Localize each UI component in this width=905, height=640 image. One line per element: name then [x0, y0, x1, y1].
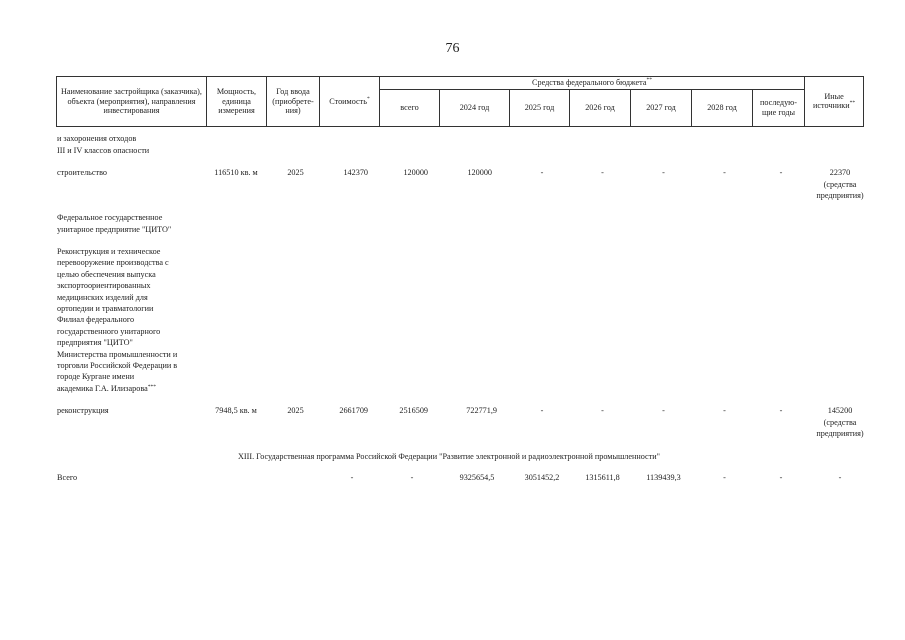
row2-later: - [779, 406, 783, 415]
row3-name: Всего [57, 473, 78, 482]
row1-total: 120000 [403, 168, 428, 177]
row1-2026: - [601, 168, 604, 177]
row3-later: - [779, 473, 783, 482]
row1-other-amount: 22370 [829, 168, 851, 177]
project-line: предприятия "ЦИТО" [57, 338, 133, 348]
row3-total: - [410, 473, 414, 482]
project-line: государственного унитарного [57, 326, 161, 336]
section-title: XIII. Государственная программа Российской Федерации "Развитие электронной и радиоэлектронной промышленности" [238, 452, 660, 461]
project-line: медицинских изделий для [57, 292, 148, 302]
row1-year: 2025 [287, 168, 304, 177]
row3-2026: 1315611,8 [585, 473, 620, 482]
row3-cost: - [350, 473, 354, 482]
header-2026: 2026 год [570, 89, 631, 126]
row1-2027: - [662, 168, 665, 177]
row1-2025: - [540, 168, 544, 177]
row2-other-amount: 145200 [827, 406, 853, 415]
project-line: перевооружение производства с [57, 258, 169, 268]
row3-other: - [838, 473, 842, 482]
header-2025: 2025 год [510, 89, 570, 126]
project-line: городе Кургане имени [57, 372, 135, 382]
row2-2028: - [723, 406, 726, 415]
row2-name: реконструкция [57, 406, 109, 415]
row2-2027: - [662, 406, 665, 415]
row1-2024: 120000 [467, 168, 492, 177]
row3-2028: - [723, 473, 726, 482]
row1-2028: - [723, 168, 726, 177]
header-federal-budget: Средства федерального бюджета** [380, 77, 805, 90]
row1-later: - [779, 168, 783, 177]
header-2024: 2024 год [440, 89, 510, 126]
row1-cost: 142370 [343, 168, 368, 177]
org-line-1: Федеральное государственное [57, 213, 163, 222]
project-line: целью обеспечения выпуска [57, 269, 156, 279]
project-line: ортопедии и травматологии [57, 304, 154, 314]
row2-2025: - [540, 406, 544, 415]
page-number: 76 [445, 41, 460, 56]
row1-other-note-1: (средства [823, 179, 857, 189]
project-line: торговли Российской Федерации в [57, 361, 178, 371]
header-later-years: последую-щие годы [753, 89, 805, 126]
header-other-sources: Иные источники** [805, 77, 864, 127]
row3-2027: 1139439,3 [646, 473, 681, 482]
continuation-line-1: и захоронения отходов [57, 134, 137, 143]
row2-cost: 2661709 [339, 406, 368, 415]
row1-name: строительство [57, 168, 108, 177]
row3-2024: 9325654,5 [459, 473, 495, 482]
org-line-2: унитарное предприятие "ЦИТО" [57, 224, 172, 234]
project-line: Филиал федерального [57, 315, 135, 325]
row2-other-note-2: предприятия) [816, 429, 864, 438]
row2-2024: 722771,9 [466, 406, 497, 415]
header-capacity: Мощность, единица измерения [207, 77, 267, 127]
header-total: всего [380, 89, 440, 126]
row2-2026: - [601, 406, 604, 415]
table-header [56, 76, 864, 127]
project-line: Министерства промышленности и [57, 349, 178, 359]
row2-total: 2516509 [399, 406, 428, 415]
header-2028: 2028 год [692, 89, 753, 126]
project-line: Реконструкция и техническое [57, 247, 161, 256]
row2-other-note-1: (средства [823, 417, 857, 427]
project-line-last: академика Г.А. Илизарова*** [57, 383, 156, 393]
row2-year: 2025 [287, 406, 304, 415]
row2-capacity: 7948,5 кв. м [215, 406, 257, 415]
row3-2025: 3051452,2 [524, 473, 560, 482]
header-cost: Стоимость* [320, 77, 380, 127]
header-2027: 2027 год [631, 89, 692, 126]
project-description [57, 246, 177, 394]
row1-capacity: 116510 кв. м [214, 168, 258, 177]
header-year: Год ввода (приобрете-ния) [267, 77, 320, 127]
header-name: Наименование застройщика (заказчика), объекта (мероприятия), направления инвестирования [57, 77, 207, 127]
project-line: экспортоориентированных [57, 281, 151, 291]
continuation-line-2: III и IV классов опасности [57, 145, 150, 155]
row1-other-note-2: предприятия) [816, 191, 864, 200]
